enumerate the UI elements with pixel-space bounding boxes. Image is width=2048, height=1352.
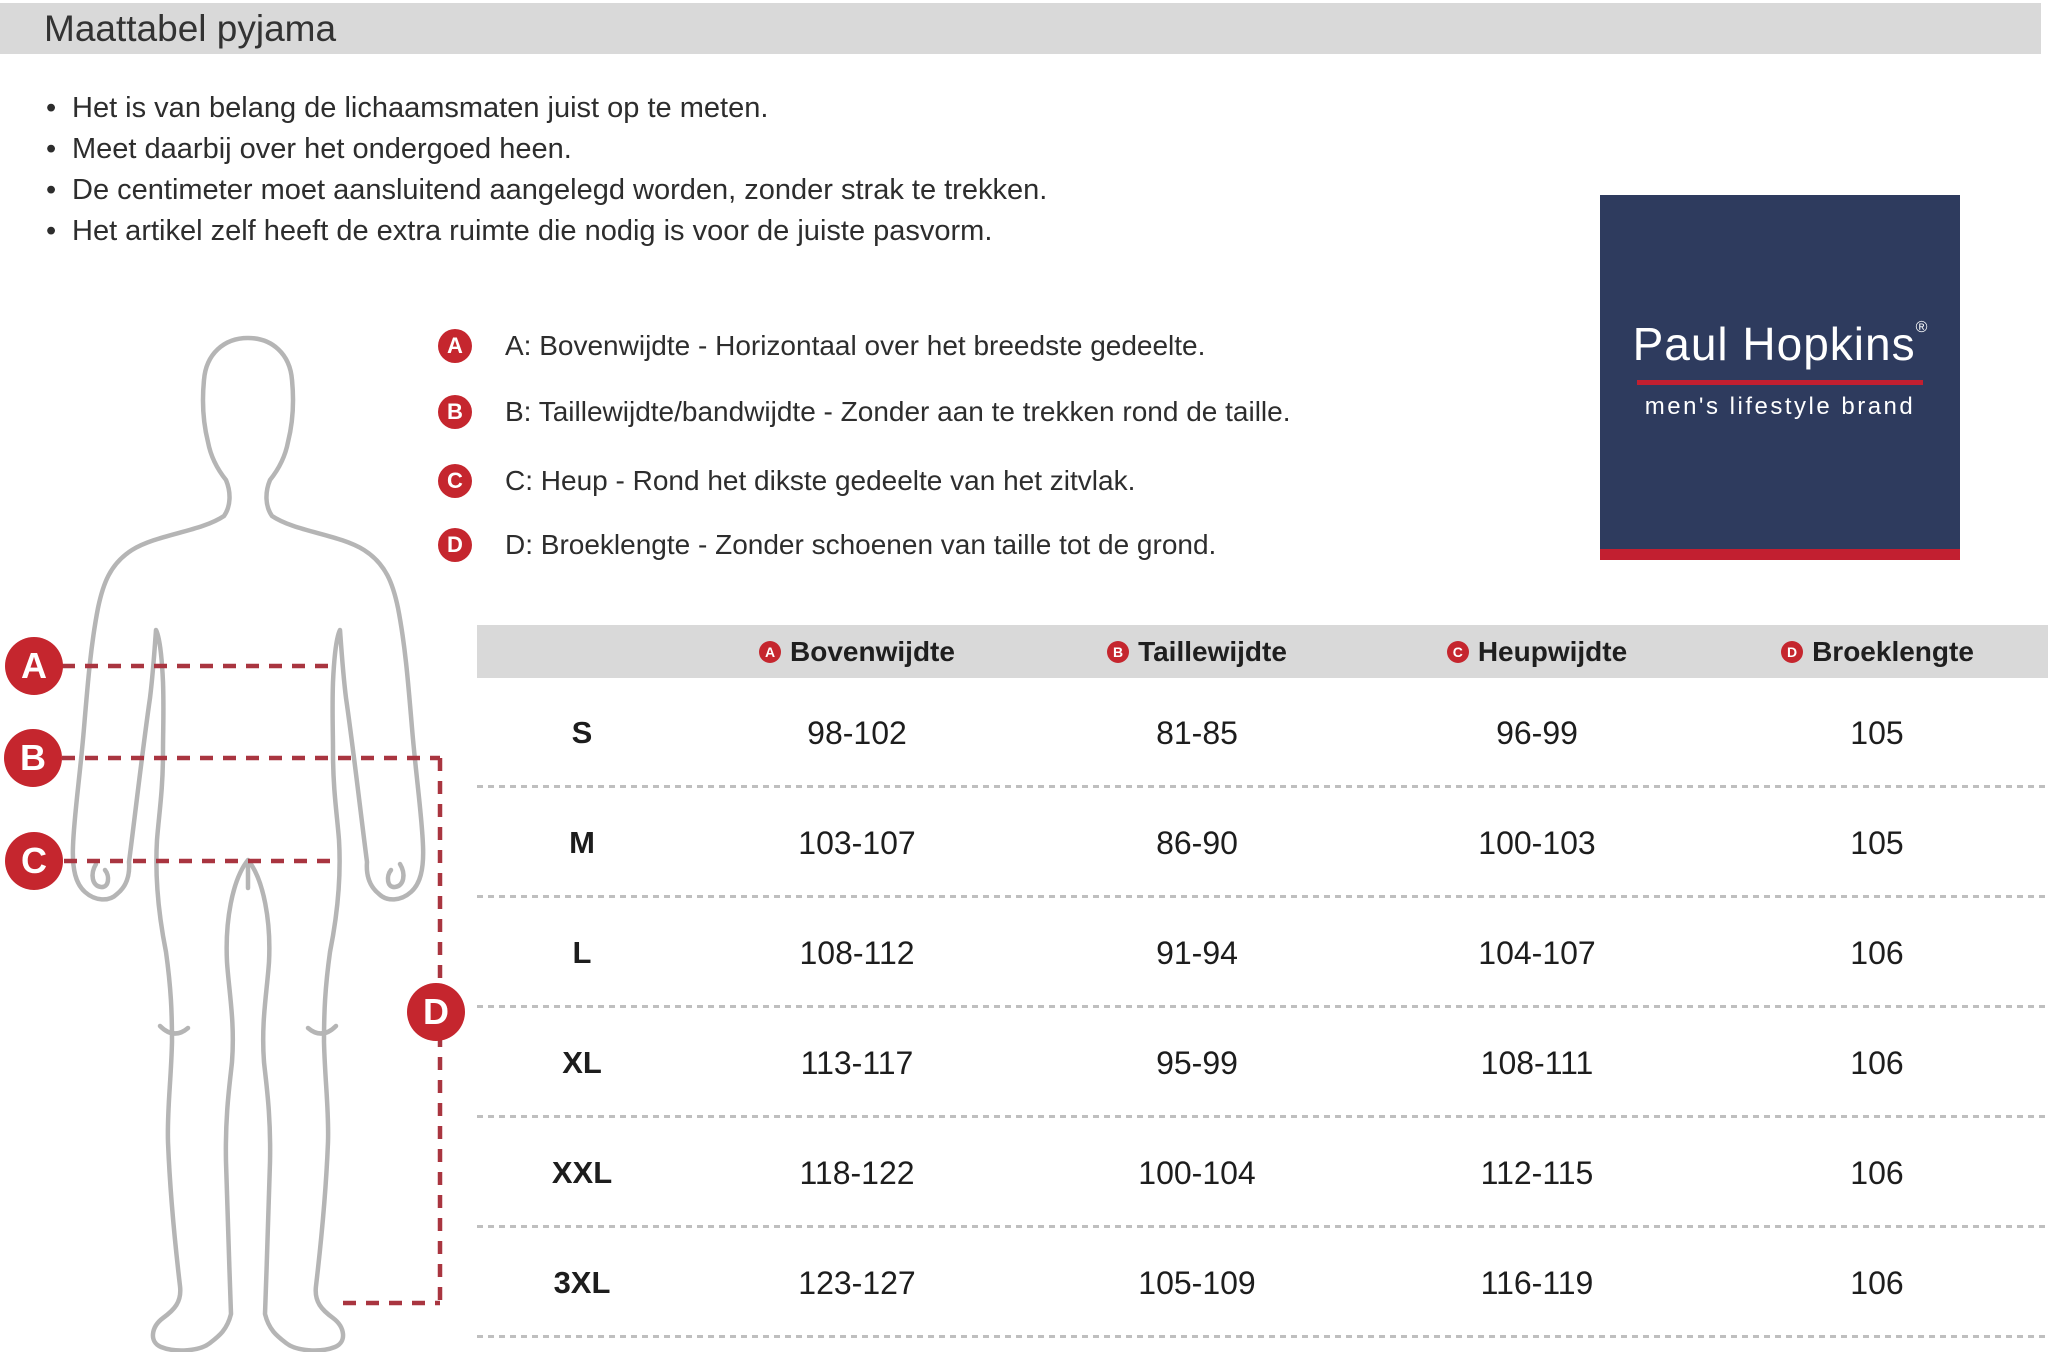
header-badge-a-icon: A xyxy=(759,641,781,663)
table-row-m xyxy=(477,788,2048,898)
body-outline xyxy=(73,338,423,1350)
header-label: Heupwijdte xyxy=(1477,635,1628,667)
value-cell: 113-117 xyxy=(800,1044,914,1081)
value-cell: 103-107 xyxy=(798,824,916,861)
value-cell: 100-103 xyxy=(1478,824,1596,861)
header-label: Taillewijdte xyxy=(1138,635,1287,667)
header-label: Bovenwijdte xyxy=(790,635,955,667)
table-row-3xl xyxy=(477,1228,2048,1338)
logo-bottom-stripe xyxy=(1600,549,1960,560)
legend-text-d: D: Broeklengte - Zonder schoenen van taille tot de grond. xyxy=(505,529,1217,560)
header-taillewijdte xyxy=(1027,636,1367,668)
table-row-l xyxy=(477,898,2048,1008)
instruction-item xyxy=(46,88,1047,129)
size-cell: S xyxy=(571,715,593,750)
value-cell: 123-127 xyxy=(798,1264,916,1301)
instruction-item xyxy=(46,129,1047,170)
value-cell: 95-99 xyxy=(1156,1044,1238,1081)
legend-badge-a-icon: A xyxy=(438,329,472,363)
bullet-icon: • xyxy=(46,174,57,206)
size-cell: XL xyxy=(562,1045,602,1080)
figure-marker-b: B xyxy=(4,729,62,787)
value-cell: 81-85 xyxy=(1156,714,1238,751)
header-label: Broeklengte xyxy=(1812,635,1974,667)
value-cell: 105-109 xyxy=(1138,1264,1256,1301)
right-thumb-line xyxy=(388,864,403,887)
value-cell: 106 xyxy=(1850,1264,1904,1301)
header-badge-b-icon: B xyxy=(1107,641,1129,663)
value-cell: 106 xyxy=(1850,934,1904,971)
value-cell: 112-115 xyxy=(1480,1154,1594,1191)
value-cell: 108-112 xyxy=(799,934,915,971)
value-cell: 86-90 xyxy=(1156,824,1238,861)
legend-text-a: A: Bovenwijdte - Horizontaal over het breedste gedeelte. xyxy=(505,330,1206,361)
legend-item-c xyxy=(438,464,1135,498)
value-cell: 118-122 xyxy=(799,1154,915,1191)
bullet-icon: • xyxy=(46,215,57,247)
brand-name: Paul Hopkins® xyxy=(1632,318,1928,370)
logo-underline xyxy=(1637,380,1923,385)
page-title: Maattabel pyjama xyxy=(44,8,337,49)
instruction-text: Het is van belang de lichaamsmaten juist op te meten. xyxy=(72,92,769,124)
left-thumb-line xyxy=(93,864,108,887)
header-broeklengte xyxy=(1707,636,2048,668)
header-badge-c-icon: C xyxy=(1447,641,1469,663)
value-cell: 96-99 xyxy=(1496,714,1578,751)
header-badge-d-icon: D xyxy=(1781,641,1803,663)
value-cell: 106 xyxy=(1850,1154,1904,1191)
figure-marker-a: A xyxy=(5,637,63,695)
legend-text-b: B: Taillewijdte/bandwijdte - Zonder aan te trekken rond de taille. xyxy=(505,396,1291,427)
value-cell: 105 xyxy=(1850,714,1904,751)
bullet-icon: • xyxy=(46,92,57,124)
value-cell: 98-102 xyxy=(807,714,907,751)
title-bar xyxy=(0,3,2041,54)
registered-mark: ® xyxy=(1915,319,1928,336)
value-cell: 116-119 xyxy=(1480,1264,1594,1301)
table-row-s xyxy=(477,678,2048,788)
value-cell: 100-104 xyxy=(1138,1154,1256,1191)
value-cell: 91-94 xyxy=(1156,934,1238,971)
figure-marker-c: C xyxy=(5,832,63,890)
table-header-row xyxy=(477,625,2048,678)
row-separator xyxy=(477,1335,2048,1338)
legend-badge-d-icon: D xyxy=(438,528,472,562)
table-row-xxl xyxy=(477,1118,2048,1228)
brand-logo xyxy=(1600,195,1960,560)
value-cell: 108-111 xyxy=(1480,1044,1594,1081)
instruction-text: Het artikel zelf heeft de extra ruimte die nodig is voor de juiste pasvorm. xyxy=(72,215,993,247)
legend-item-a xyxy=(438,329,1205,363)
size-cell: XXL xyxy=(551,1155,613,1190)
figure-marker-d: D xyxy=(407,983,465,1041)
header-bovenwijdte xyxy=(687,636,1027,668)
header-heupwijdte xyxy=(1367,636,1707,668)
legend-item-b xyxy=(438,395,1291,429)
table-row-xl xyxy=(477,1008,2048,1118)
value-cell: 105 xyxy=(1850,824,1904,861)
brand-tagline: men's lifestyle brand xyxy=(1644,393,1916,420)
size-cell: M xyxy=(569,825,595,860)
value-cell: 104-107 xyxy=(1478,934,1596,971)
body-silhouette-figure xyxy=(0,230,500,1352)
bullet-icon: • xyxy=(46,133,57,165)
legend-text-c: C: Heup - Rond het dikste gedeelte van het zitvlak. xyxy=(505,465,1136,496)
value-cell: 106 xyxy=(1850,1044,1904,1081)
instruction-text: De centimeter moet aansluitend aangelegd worden, zonder strak te trekken. xyxy=(72,174,1048,206)
size-cell: L xyxy=(572,935,592,970)
instruction-text: Meet daarbij over het ondergoed heen. xyxy=(72,133,572,165)
instruction-list xyxy=(46,88,1047,252)
size-table xyxy=(477,625,2048,1338)
legend-badge-b-icon: B xyxy=(438,395,472,429)
size-cell: 3XL xyxy=(553,1265,611,1300)
instruction-item xyxy=(46,170,1047,211)
legend-item-d xyxy=(438,528,1216,562)
legend-badge-c-icon: C xyxy=(438,464,472,498)
